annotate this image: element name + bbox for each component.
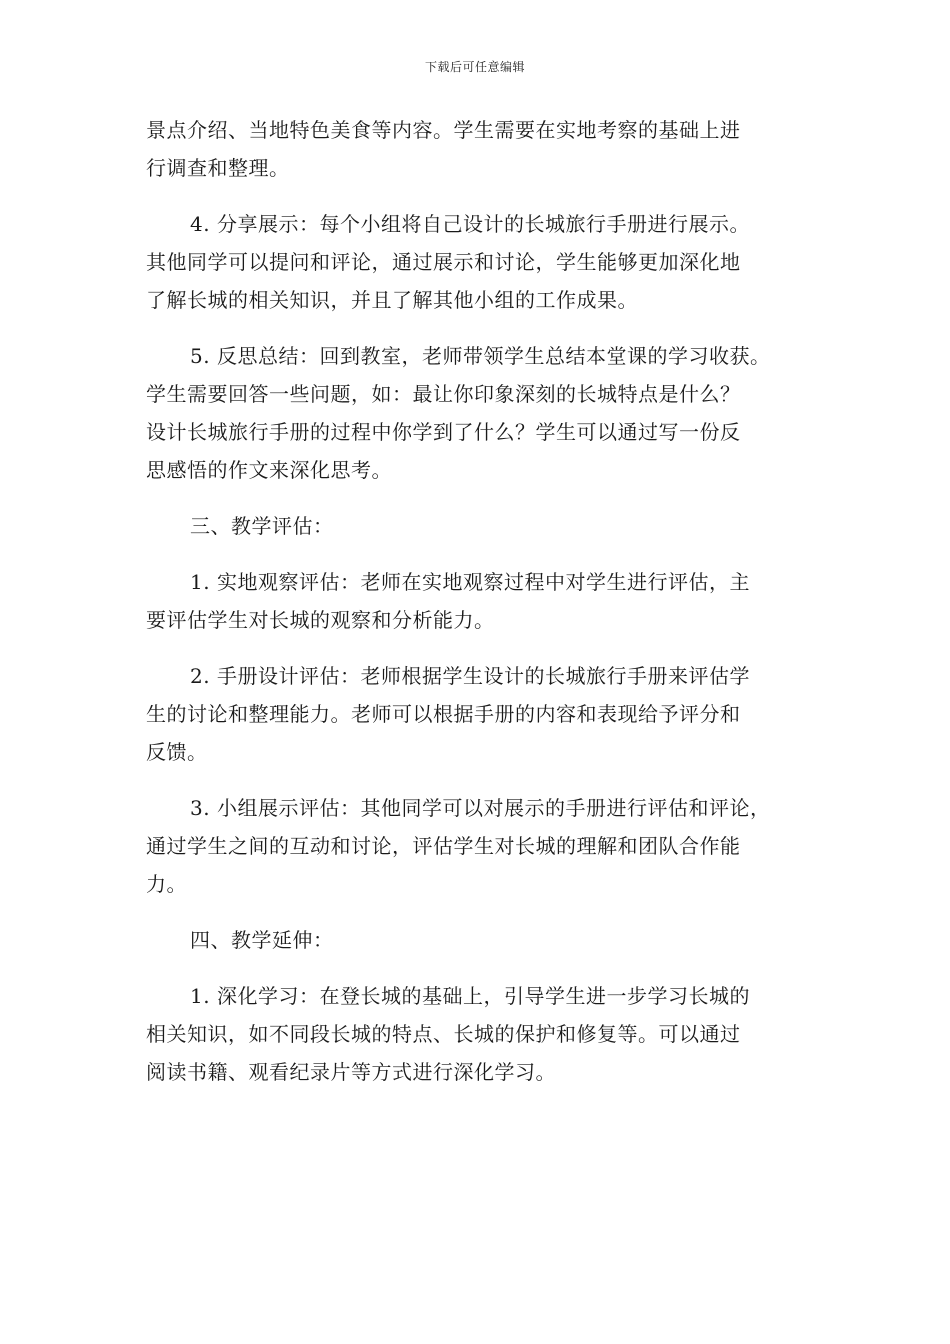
paragraph <box>146 563 826 639</box>
text-line: 2. 手册设计评估：老师根据学生设计的长城旅行手册来评估学 <box>190 664 750 688</box>
text-line: 通过学生之间的互动和讨论，评估学生对长城的理解和团队合作能 <box>146 834 741 858</box>
text-line: 4. 分享展示：每个小组将自己设计的长城旅行手册进行展示。 <box>190 212 750 236</box>
section-heading-text: 三、教学评估： <box>190 514 334 538</box>
text-line: 1. 实地观察评估：老师在实地观察过程中对学生进行评估，主 <box>190 570 750 594</box>
text-line: 其他同学可以提问和评论，通过展示和讨论，学生能够更加深化地 <box>146 250 741 274</box>
text-line: 1. 深化学习：在登长城的基础上，引导学生进一步学习长城的 <box>190 984 750 1008</box>
paragraph <box>146 205 826 319</box>
text-line: 了解长城的相关知识，并且了解其他小组的工作成果。 <box>146 288 638 312</box>
text-line: 相关知识，如不同段长城的特点、长城的保护和修复等。可以通过 <box>146 1022 741 1046</box>
paragraph <box>146 111 826 187</box>
text-line: 要评估学生对长城的观察和分析能力。 <box>146 608 495 632</box>
page-header: 下载后可任意编辑 <box>424 60 525 74</box>
text-line: 阅读书籍、观看纪录片等方式进行深化学习。 <box>146 1060 556 1084</box>
text-line: 生的讨论和整理能力。老师可以根据手册的内容和表现给予评分和 <box>146 702 741 726</box>
text-line: 景点介绍、当地特色美食等内容。学生需要在实地考察的基础上进 <box>146 118 741 142</box>
text-line: 力。 <box>146 872 187 896</box>
text-line: 行调查和整理。 <box>146 156 290 180</box>
paragraph <box>146 789 826 903</box>
text-line: 学生需要回答一些问题，如：最让你印象深刻的长城特点是什么？ <box>146 382 741 406</box>
document-body <box>146 111 826 1109</box>
text-line: 思感悟的作文来深化思考。 <box>146 458 392 482</box>
section-heading-text: 四、教学延伸： <box>190 928 334 952</box>
text-line: 设计长城旅行手册的过程中你学到了什么？学生可以通过写一份反 <box>146 420 741 444</box>
text-line: 3. 小组展示评估：其他同学可以对展示的手册进行评估和评论， <box>190 796 771 820</box>
section-heading <box>146 921 826 959</box>
paragraph <box>146 977 826 1091</box>
paragraph <box>146 337 826 489</box>
text-line: 反馈。 <box>146 740 208 764</box>
text-line: 5. 反思总结：回到教室，老师带领学生总结本堂课的学习收获。 <box>190 344 771 368</box>
section-heading <box>146 507 826 545</box>
paragraph <box>146 657 826 771</box>
